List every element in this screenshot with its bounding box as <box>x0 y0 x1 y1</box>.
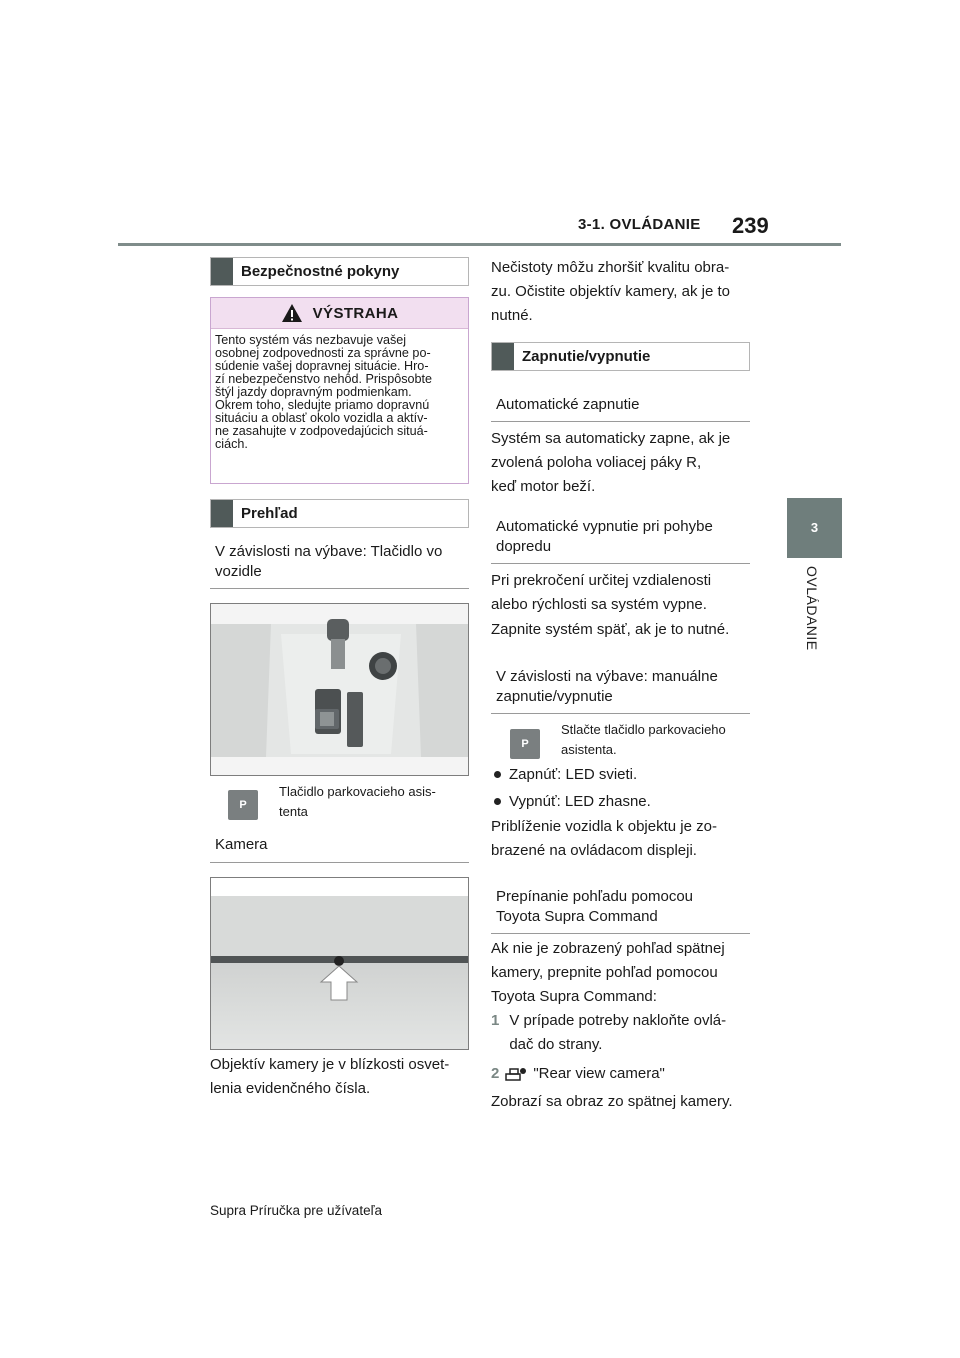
button-caption <box>279 782 436 822</box>
text-line: Systém sa automaticky zapne, ak je <box>491 430 731 447</box>
step-number: 1 <box>491 1012 500 1029</box>
caption-line: Tlačidlo parkovacieho asis- <box>279 784 436 799</box>
warning-line: zí nebezpečenstvo nehôd. Prispôsobte <box>215 372 433 386</box>
caption-line: tenta <box>279 804 308 819</box>
text-line: Objektív kamery je v blízkosti osvet- <box>210 1056 450 1073</box>
chapter-tab: 3 <box>787 498 842 558</box>
text-line: zvolená poloha voliacej páky R, <box>491 454 702 471</box>
auto-on-subheading: Automatické zapnutie <box>491 395 750 422</box>
chapter-label: OVLÁDANIE <box>804 566 820 651</box>
section-title: 3-1. OVLÁDANIE <box>578 216 701 233</box>
warning-triangle-icon <box>281 303 303 323</box>
subheading-line: dopredu <box>496 538 552 555</box>
caption-line: Stlačte tlačidlo parkovacieho <box>561 722 726 737</box>
text-line: Toyota Supra Command: <box>491 988 657 1005</box>
overview-heading <box>210 499 469 528</box>
warning-line: súdenie vašej dopravnej situácie. Hro- <box>215 359 429 373</box>
warning-line: ne zasahujte v zodpovedajúcich situá- <box>215 424 428 438</box>
warning-text <box>211 329 468 457</box>
auto-on-text <box>491 427 730 499</box>
camera-subheading: Kamera <box>210 835 469 863</box>
text-line: keď motor beží. <box>491 478 596 495</box>
subheading-line: Automatické vypnutie pri pohybe <box>496 518 713 535</box>
text-line: alebo rýchlosti sa systém vypne. <box>491 596 707 613</box>
step-text <box>509 1009 726 1057</box>
text-line: zu. Očistite objektív kamery, ak je to <box>491 283 730 300</box>
text-line: V prípade potreby nakloňte ovlá- <box>509 1012 727 1029</box>
step-1 <box>491 1009 726 1057</box>
safety-heading-text: Bezpečnostné pokyny <box>241 263 400 280</box>
text-line: nutné. <box>491 307 533 324</box>
warning-line: štýl jazdy dopravným podmienkam. <box>215 385 412 399</box>
bullet-item <box>494 790 651 814</box>
bullet-text: Zapnúť: LED svieti. <box>509 766 638 783</box>
subheading-line: zapnutie/vypnutie <box>496 688 613 705</box>
warning-line: situáciu a oblasť okolo vozidla a aktív- <box>215 411 428 425</box>
text-line: Priblíženie vozidla k objektu je zo- <box>491 818 717 835</box>
warning-line: osobnej zodpovednosti za správne po- <box>215 346 431 360</box>
text-line: lenia evidenčného čísla. <box>210 1080 371 1097</box>
overview-heading-text: Prehľad <box>241 505 298 522</box>
warning-header <box>211 298 468 329</box>
text-line: Nečistoty môžu zhoršiť kvalitu obra- <box>491 259 730 276</box>
page-number: 239 <box>732 213 769 238</box>
console-illustration <box>211 604 469 776</box>
manual-subheading <box>491 667 750 714</box>
safety-heading <box>210 257 469 286</box>
final-text: Zobrazí sa obraz zo spätnej kamery. <box>491 1093 733 1110</box>
bullet-dot-icon <box>494 771 501 778</box>
camera-photo <box>210 877 469 1050</box>
equipment-subheading <box>210 542 469 589</box>
park-assist-button-icon: P <box>510 729 540 759</box>
subheading-line: vozidle <box>215 563 262 580</box>
auto-off-subheading <box>491 517 750 564</box>
step-number: 2 <box>491 1065 500 1082</box>
warning-line: Okrem toho, sledujte priamo dopravnú <box>215 398 430 412</box>
camera-text <box>210 1053 449 1101</box>
text-line: brazené na ovládacom displeji. <box>491 842 697 859</box>
step-text: "Rear view camera" <box>533 1065 665 1082</box>
console-photo <box>210 603 469 776</box>
approach-text <box>491 815 717 863</box>
manual-caption <box>561 720 726 760</box>
subheading-line: Toyota Supra Command <box>496 908 658 925</box>
park-assist-button-icon: P <box>228 790 258 820</box>
subheading-line: Prepínanie pohľadu pomocou <box>496 888 694 905</box>
header-divider <box>118 243 841 246</box>
text-line: Ak nie je zobrazený pohľad spätnej <box>491 940 725 957</box>
bullet-dot-icon <box>494 798 501 805</box>
warning-line: ciách. <box>215 437 248 451</box>
intro-text <box>491 256 730 328</box>
switch-text <box>491 937 725 1009</box>
text-line: Pri prekročení určitej vzdialenosti <box>491 572 712 589</box>
subheading-line: V závislosti na výbave: manuálne <box>496 668 718 685</box>
warning-title: VÝSTRAHA <box>312 304 399 322</box>
onoff-heading <box>491 342 750 371</box>
step-2 <box>491 1062 665 1086</box>
auto-off-text-2: Zapnite systém späť, ak je to nutné. <box>491 621 730 638</box>
warning-box <box>210 297 469 484</box>
onoff-heading-text: Zapnutie/vypnutie <box>522 348 651 365</box>
switch-subheading <box>491 887 750 934</box>
text-line: dač do strany. <box>509 1036 603 1053</box>
bullet-text: Vypnúť: LED zhasne. <box>509 793 651 810</box>
subheading-line: V závislosti na výbave: Tlačidlo vo <box>215 543 443 560</box>
caption-line: asistenta. <box>561 742 617 757</box>
footer-title: Supra Príručka pre užívateľa <box>210 1203 383 1218</box>
text-line: kamery, prepnite pohľad pomocou <box>491 964 718 981</box>
rear-camera-icon <box>505 1066 527 1082</box>
warning-line: Tento systém vás nezbavuje vašej <box>215 333 407 347</box>
camera-illustration <box>211 878 469 1050</box>
auto-off-text <box>491 569 711 617</box>
bullet-item <box>494 763 637 787</box>
